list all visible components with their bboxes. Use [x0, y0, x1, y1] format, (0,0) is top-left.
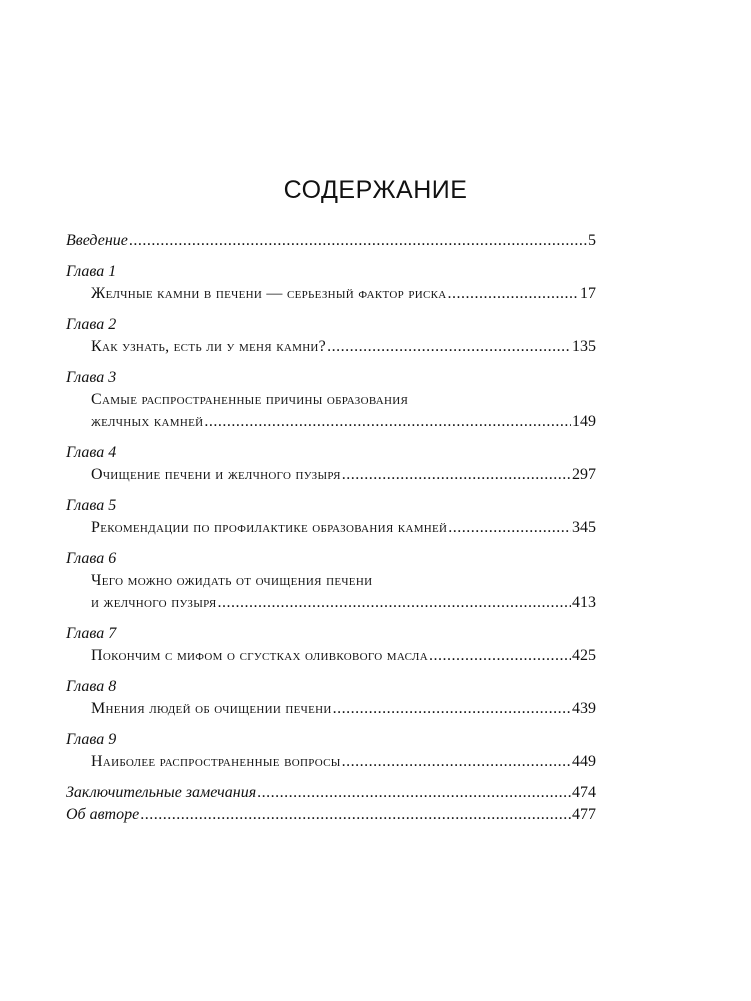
chapter-title: Покончим с мифом о сгустках оливкового масла [91, 647, 428, 664]
toc-entry-label: Об авторе [66, 806, 140, 823]
toc-entry-chapter-4[interactable] [66, 464, 596, 486]
chapter-title: Наиболее распространенные вопросы [91, 753, 341, 770]
dot-leader [327, 336, 571, 358]
toc-page-number: 449 [572, 753, 596, 770]
chapter-label: Глава 4 [66, 444, 117, 461]
toc-page-number: 149 [572, 413, 596, 430]
table-of-contents [66, 230, 596, 826]
dot-leader [342, 464, 571, 486]
chapter-label: Глава 3 [66, 369, 117, 386]
toc-page-number: 297 [572, 466, 596, 483]
chapter-label: Глава 8 [66, 678, 117, 695]
toc-page-number: 474 [572, 784, 596, 801]
dot-leader [448, 517, 571, 539]
toc-entry-chapter-5[interactable] [66, 517, 596, 539]
chapter-heading [66, 548, 596, 570]
chapter-title-continued: желчных камней [91, 413, 204, 430]
toc-entry-chapter-1[interactable] [66, 283, 596, 305]
chapter-title: Желчные камни в печени — серьезный фактор риска [91, 285, 447, 302]
toc-entry-label: Введение [66, 232, 128, 249]
toc-entry-chapter-9[interactable] [66, 751, 596, 773]
toc-page-number: 425 [572, 647, 596, 664]
chapter-title: Самые распространенные причины образования [91, 391, 409, 408]
dot-leader [333, 698, 571, 720]
toc-entry-chapter-2[interactable] [66, 336, 596, 358]
chapter-title: Очищение печени и желчного пузыря [91, 466, 341, 483]
toc-page-number: 135 [572, 338, 596, 355]
chapter-title: Как узнать, есть ли у меня камни? [91, 338, 327, 355]
toc-entry-intro[interactable] [66, 230, 596, 252]
dot-leader [217, 592, 571, 614]
dot-leader [429, 645, 571, 667]
chapter-label: Глава 5 [66, 497, 117, 514]
toc-entry-chapter-6[interactable] [66, 592, 596, 614]
page-title: СОДЕРЖАНИЕ [283, 176, 468, 204]
toc-entry-label: Заключительные замечания [66, 784, 257, 801]
chapter-label: Глава 7 [66, 625, 117, 642]
dot-leader [140, 804, 571, 826]
dot-leader [342, 751, 571, 773]
toc-page-number: 413 [572, 594, 596, 611]
toc-page-number: 5 [588, 232, 596, 249]
dot-leader [257, 782, 571, 804]
toc-page-number: 477 [572, 806, 596, 823]
dot-leader [448, 283, 579, 305]
chapter-title: Чего можно ожидать от очищения печени [91, 572, 373, 589]
chapter-title-continued: и желчного пузыря [91, 594, 217, 611]
chapter-label: Глава 2 [66, 316, 117, 333]
chapter-heading [66, 367, 596, 389]
chapter-title: Рекомендации по профилактике образования камней [91, 519, 448, 536]
chapter-label: Глава 6 [66, 550, 117, 567]
chapter-label: Глава 9 [66, 731, 117, 748]
chapter-heading [66, 623, 596, 645]
chapter-title: Мнения людей об очищении печени [91, 700, 332, 717]
chapter-heading [66, 676, 596, 698]
toc-entry-chapter-7[interactable] [66, 645, 596, 667]
chapter-heading [66, 261, 596, 283]
chapter-heading [66, 442, 596, 464]
chapter-label: Глава 1 [66, 263, 117, 280]
dot-leader [204, 411, 571, 433]
toc-page-number: 439 [572, 700, 596, 717]
chapter-heading [66, 729, 596, 751]
toc-entry-chapter-8[interactable] [66, 698, 596, 720]
chapter-heading [66, 495, 596, 517]
chapter-heading [66, 314, 596, 336]
toc-entry-chapter-3[interactable] [66, 411, 596, 433]
dot-leader [129, 230, 587, 252]
toc-entry-about[interactable] [66, 804, 596, 826]
toc-page-number: 17 [580, 285, 596, 302]
toc-entry-chapter-3-line1[interactable] [66, 389, 596, 411]
toc-page-number: 345 [572, 519, 596, 536]
toc-entry-chapter-6-line1[interactable] [66, 570, 596, 592]
toc-entry-conclusion[interactable] [66, 782, 596, 804]
